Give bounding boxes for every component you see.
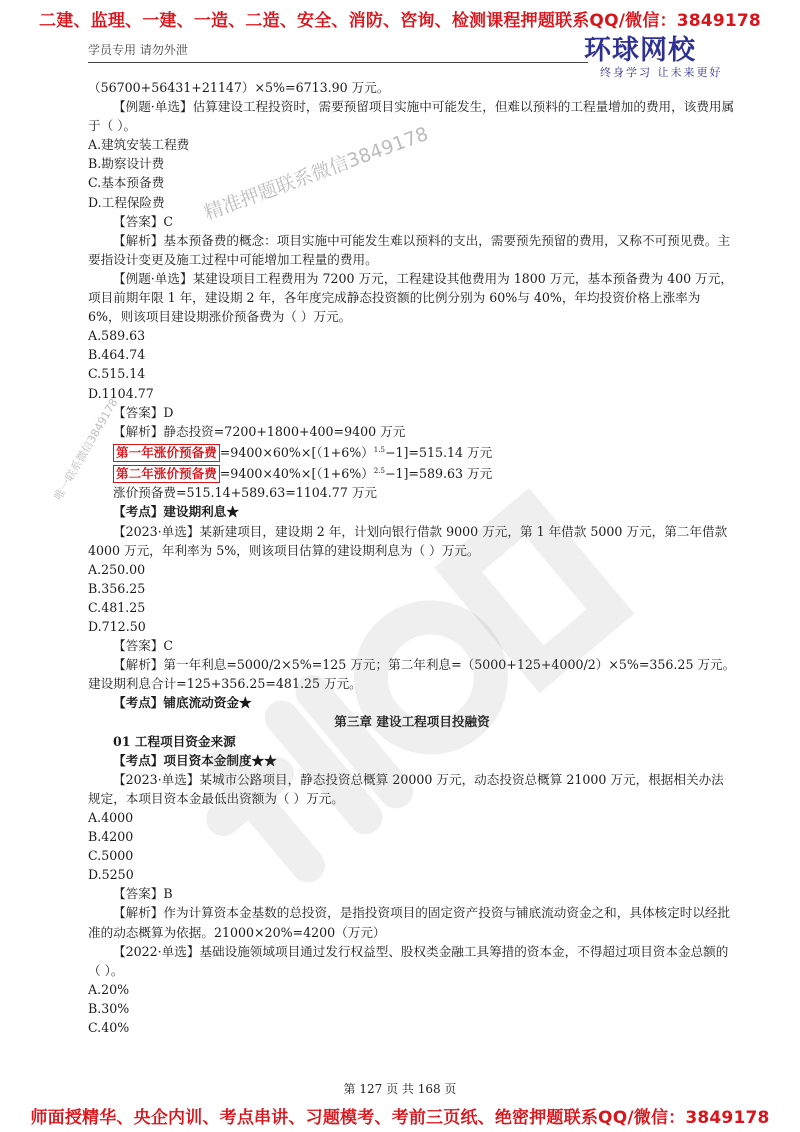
answer: 【答案】C bbox=[113, 213, 174, 229]
header-rule bbox=[88, 62, 588, 63]
option: A.4000 bbox=[88, 809, 134, 825]
option: B.356.25 bbox=[88, 580, 146, 596]
formula-text: −1]=589.63 万元 bbox=[384, 466, 493, 482]
highlight-box-year1: 第一年涨价预备费 bbox=[113, 444, 220, 462]
option: B.勘察设计费 bbox=[88, 156, 165, 172]
question-stem: 【例题·单选】估算建设工程投资时，需要预留项目实施中可能发生，但难以预料的工程量增加的费用，该费用属于（ ）。 bbox=[88, 99, 735, 134]
question-stem: 【2023·单选】某城市公路项目，静态投资总概算 20000 万元，动态投资总概算 21000 万元，根据相关办法规定，本项目资本金最低出资额为（ ）万元。 bbox=[88, 771, 724, 806]
option: D.712.50 bbox=[88, 619, 146, 634]
option: A.建筑安装工程费 bbox=[88, 137, 190, 153]
page-number: 第 127 页 共 168 页 bbox=[343, 1082, 457, 1096]
key-point: 【考点】项目资本金制度★★ bbox=[113, 752, 277, 768]
answer: 【答案】B bbox=[113, 886, 173, 902]
section-title: 01 工程项目资金来源 bbox=[113, 733, 236, 749]
question-stem: 【例题·单选】某建设项目工程费用为 7200 万元，工程建设其他费用为 1800 万元，基本预备费为 400 万元，项目前期年限 1 年，建设期 2 年，各年度完成静态投资额的比例分别为 60%与 40%，年均投资价格上涨率为 6%，则该项目建设期涨价预备费为（ ）万元。 bbox=[88, 270, 733, 325]
option: C.515.14 bbox=[88, 366, 146, 382]
option: C.481.25 bbox=[88, 599, 146, 615]
formula-text: −1]=515.14 万元 bbox=[384, 444, 493, 460]
option: B.464.74 bbox=[88, 347, 146, 363]
explanation: 【解析】基本预备费的概念：项目实施中可能发生难以预料的支出，需要预先预留的费用，又称不可预见费。主要指设计变更及施工过程中可能增加工程量的费用。 bbox=[88, 232, 731, 267]
diagonal-watermark: 精准押题联系微信3849178 bbox=[201, 122, 432, 225]
option: C.基本预备费 bbox=[88, 175, 165, 191]
highlight-box-year2: 第二年涨价预备费 bbox=[113, 465, 220, 483]
top-promo-banner: 二建、监理、一建、一造、二造、安全、消防、咨询、检测课程押题联系QQ/微信：3849178 bbox=[39, 11, 761, 31]
option: B.4200 bbox=[88, 829, 134, 845]
chapter-title: 第三章 建设工程项目投融资 bbox=[334, 714, 490, 730]
option: D.1104.77 bbox=[88, 385, 154, 401]
question-stem: 【2023·单选】某新建项目，建设期 2 年，计划向银行借款 9000 万元，第 1 年借款 5000 万元，第二年借款 4000 万元，年利率为 5%，则该项目估算的建设期利息为（ ）万元。 bbox=[88, 523, 728, 558]
formula-line-2 bbox=[88, 462, 736, 483]
bottom-promo-banner: 师面授精华、央企内训、考点串讲、习题模考、考前三页纸、绝密押题联系QQ/微信：3849178 bbox=[30, 1108, 770, 1128]
text-line: （56700+56431+21147）×5%=6713.90 万元。 bbox=[88, 80, 390, 95]
exponent: 2.5 bbox=[373, 467, 385, 476]
option: D.工程保险费 bbox=[88, 194, 165, 210]
question-stem: 【2022·单选】基础设施领域项目通过发行权益型、股权类金融工具筹措的资本金，不得超过项目资本金总额的（ ）。 bbox=[88, 943, 729, 978]
option: A.250.00 bbox=[88, 561, 146, 577]
logo-tagline: 终身学习 让未来更好 bbox=[600, 66, 723, 79]
page-body bbox=[88, 78, 736, 1037]
brand-logo bbox=[584, 28, 734, 78]
explanation: 【解析】静态投资=7200+1800+400=9400 万元 bbox=[113, 423, 406, 439]
formula-sum: 涨价预备费=515.14+589.63=1104.77 万元 bbox=[113, 485, 378, 501]
side-watermark: 唯一联系微信3849178 bbox=[51, 396, 121, 503]
explanation: 【解析】第一年利息=5000/2×5%=125 万元；第二年利息=（5000+125+4000/2）×5%=356.25 万元。建设期利息合计=125+356.25=481.25 万元。 bbox=[88, 657, 736, 692]
header-notice: 学员专用 请勿外泄 bbox=[88, 43, 188, 57]
option: D.5250 bbox=[88, 867, 134, 883]
option: B.30% bbox=[88, 1000, 130, 1016]
option: A.20% bbox=[88, 981, 130, 997]
explanation: 【解析】作为计算资本金基数的总投资，是指投资项目的固定资产投资与铺底流动资金之和，具体核定时以经批准的动态概算为依据。21000×20%=4200（万元） bbox=[88, 905, 731, 940]
logo-name: 环球网校 bbox=[584, 35, 696, 66]
answer: 【答案】C bbox=[113, 638, 174, 654]
key-point: 【考点】铺底流动资金★ bbox=[113, 695, 252, 711]
formula-text: =9400×60%×[（1+6%） bbox=[219, 444, 374, 460]
answer: 【答案】D bbox=[113, 404, 174, 420]
option: C.5000 bbox=[88, 848, 134, 864]
option: C.40% bbox=[88, 1019, 130, 1035]
exponent: 1.5 bbox=[373, 445, 385, 454]
key-point: 【考点】建设期利息★ bbox=[113, 504, 239, 520]
formula-text: =9400×40%×[（1+6%） bbox=[219, 466, 374, 482]
formula-line-1 bbox=[88, 441, 736, 462]
option: A.589.63 bbox=[88, 328, 146, 344]
